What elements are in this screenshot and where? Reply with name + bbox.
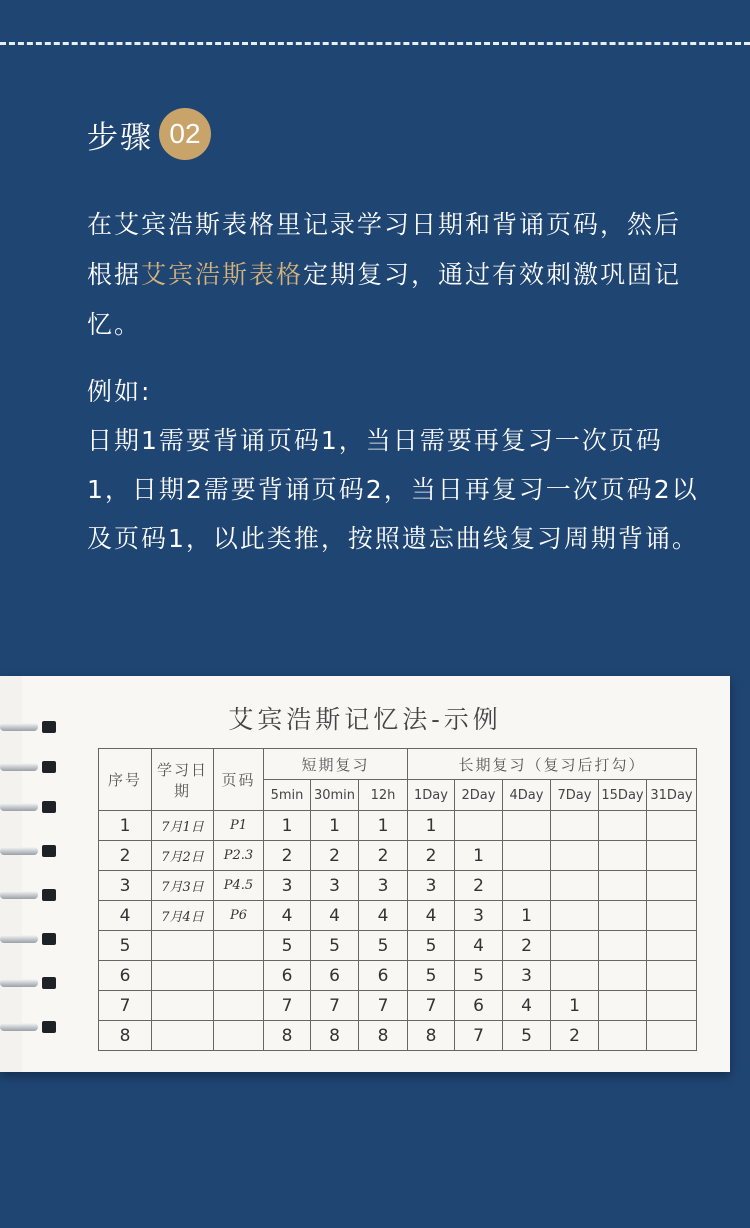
intro-text-1: 在艾宾浩斯表格里记录学习日期和背诵页码，然后根据 — [87, 210, 682, 289]
review-cell: 1 — [359, 811, 408, 841]
review-cell — [599, 961, 647, 991]
dashed-divider — [0, 42, 750, 45]
review-cell: 7 — [359, 991, 408, 1021]
header-interval: 31Day — [647, 780, 697, 811]
header-long-review: 长期复习（复习后打勾） — [408, 749, 697, 780]
table-row — [99, 931, 697, 961]
review-cell: 3 — [408, 871, 455, 901]
header-interval: 5min — [264, 780, 311, 811]
review-cell — [599, 931, 647, 961]
review-cell: 5 — [503, 1021, 551, 1051]
review-cell: 1 — [551, 991, 599, 1021]
row-seq: 5 — [99, 931, 152, 961]
review-cell — [599, 871, 647, 901]
review-cell — [551, 931, 599, 961]
row-page: P4.5 — [214, 871, 264, 901]
review-cell: 5 — [455, 961, 503, 991]
notebook-title: 艾宾浩斯记忆法-示例 — [228, 705, 502, 734]
table-row — [99, 901, 697, 931]
table-row — [99, 1021, 697, 1051]
header-interval: 30min — [311, 780, 359, 811]
spiral-binding — [0, 702, 60, 1062]
header-interval: 12h — [359, 780, 408, 811]
review-cell: 1 — [408, 811, 455, 841]
row-seq: 1 — [99, 811, 152, 841]
row-page — [214, 1021, 264, 1051]
review-cell: 7 — [264, 991, 311, 1021]
review-cell: 8 — [264, 1021, 311, 1051]
review-cell — [503, 811, 551, 841]
review-cell: 7 — [455, 1021, 503, 1051]
review-cell: 4 — [455, 931, 503, 961]
review-cell — [599, 841, 647, 871]
review-cell: 5 — [264, 931, 311, 961]
review-cell: 7 — [408, 991, 455, 1021]
review-cell — [551, 901, 599, 931]
review-cell — [647, 871, 697, 901]
row-page — [214, 931, 264, 961]
row-date — [152, 1021, 214, 1051]
review-cell: 1 — [503, 901, 551, 931]
review-cell: 1 — [264, 811, 311, 841]
review-cell — [647, 811, 697, 841]
spiral-ring — [0, 760, 58, 774]
row-date: 7月1日 — [152, 811, 214, 841]
review-cell: 2 — [455, 871, 503, 901]
review-cell: 3 — [311, 871, 359, 901]
review-cell: 8 — [359, 1021, 408, 1051]
spiral-ring — [0, 888, 58, 902]
review-cell — [503, 871, 551, 901]
row-page — [214, 961, 264, 991]
review-cell: 5 — [311, 931, 359, 961]
review-cell: 4 — [264, 901, 311, 931]
review-cell — [647, 841, 697, 871]
review-cell: 4 — [408, 901, 455, 931]
row-date: 7月3日 — [152, 871, 214, 901]
table-row — [99, 841, 697, 871]
review-cell: 1 — [311, 811, 359, 841]
review-cell — [599, 1021, 647, 1051]
spiral-ring — [0, 932, 58, 946]
review-cell — [647, 991, 697, 1021]
row-seq: 6 — [99, 961, 152, 991]
row-page: P2.3 — [214, 841, 264, 871]
intro-paragraph — [87, 200, 707, 350]
step-label: 步骤 — [87, 119, 153, 156]
header-page: 页码 — [214, 749, 264, 811]
header-seq: 序号 — [99, 749, 152, 811]
header-interval: 7Day — [551, 780, 599, 811]
review-cell — [599, 811, 647, 841]
spiral-ring — [0, 976, 58, 990]
review-cell — [551, 811, 599, 841]
intro-highlight: 艾宾浩斯表格 — [141, 260, 304, 289]
intro-text-2: 定期复习，通过有效刺激巩固记忆。 — [87, 260, 682, 339]
review-cell: 5 — [408, 931, 455, 961]
spiral-ring — [0, 800, 58, 814]
table-row — [99, 871, 697, 901]
header-date: 学习日期 — [152, 749, 214, 811]
row-page: P1 — [214, 811, 264, 841]
table-row — [99, 811, 697, 841]
review-cell: 4 — [359, 901, 408, 931]
review-cell: 1 — [455, 841, 503, 871]
review-cell: 6 — [264, 961, 311, 991]
review-cell: 2 — [408, 841, 455, 871]
review-cell — [503, 841, 551, 871]
row-date — [152, 961, 214, 991]
row-seq: 3 — [99, 871, 152, 901]
step-number-badge: 02 — [159, 108, 211, 160]
table-row — [99, 961, 697, 991]
review-cell: 8 — [311, 1021, 359, 1051]
review-cell: 7 — [311, 991, 359, 1021]
review-cell: 2 — [311, 841, 359, 871]
review-cell: 6 — [455, 991, 503, 1021]
review-cell — [647, 901, 697, 931]
review-cell: 2 — [359, 841, 408, 871]
example-paragraph — [87, 367, 707, 563]
row-page: P6 — [214, 901, 264, 931]
spiral-ring — [0, 1020, 58, 1034]
review-cell — [647, 1021, 697, 1051]
review-cell — [551, 841, 599, 871]
review-cell: 5 — [408, 961, 455, 991]
review-cell — [551, 961, 599, 991]
step-heading — [87, 108, 211, 160]
example-text: 日期1需要背诵页码1，当日需要再复习一次页码1，日期2需要背诵页码2，当日再复习一次页码2以及页码1，以此类推，按照遗忘曲线复习周期背诵。 — [87, 426, 699, 553]
review-cell: 5 — [359, 931, 408, 961]
review-cell — [599, 901, 647, 931]
review-cell — [647, 961, 697, 991]
row-seq: 8 — [99, 1021, 152, 1051]
review-cell: 4 — [311, 901, 359, 931]
review-cell: 6 — [311, 961, 359, 991]
header-interval: 15Day — [599, 780, 647, 811]
review-cell: 2 — [264, 841, 311, 871]
review-cell: 3 — [359, 871, 408, 901]
header-interval: 4Day — [503, 780, 551, 811]
spiral-ring — [0, 844, 58, 858]
review-cell — [599, 991, 647, 1021]
review-cell: 3 — [264, 871, 311, 901]
review-cell: 2 — [551, 1021, 599, 1051]
table-row — [99, 991, 697, 1021]
review-cell — [455, 811, 503, 841]
row-date: 7月2日 — [152, 841, 214, 871]
review-cell: 2 — [503, 931, 551, 961]
row-page — [214, 991, 264, 1021]
review-cell — [647, 931, 697, 961]
example-label: 例如: — [87, 377, 152, 406]
review-cell: 6 — [359, 961, 408, 991]
header-short-review: 短期复习 — [264, 749, 408, 780]
header-interval: 2Day — [455, 780, 503, 811]
row-seq: 7 — [99, 991, 152, 1021]
row-date: 7月4日 — [152, 901, 214, 931]
review-cell: 3 — [455, 901, 503, 931]
header-interval: 1Day — [408, 780, 455, 811]
ebbinghaus-table — [98, 748, 697, 1051]
row-seq: 4 — [99, 901, 152, 931]
row-seq: 2 — [99, 841, 152, 871]
review-cell: 3 — [503, 961, 551, 991]
row-date — [152, 991, 214, 1021]
row-date — [152, 931, 214, 961]
review-cell: 4 — [503, 991, 551, 1021]
review-cell: 8 — [408, 1021, 455, 1051]
review-cell — [551, 871, 599, 901]
